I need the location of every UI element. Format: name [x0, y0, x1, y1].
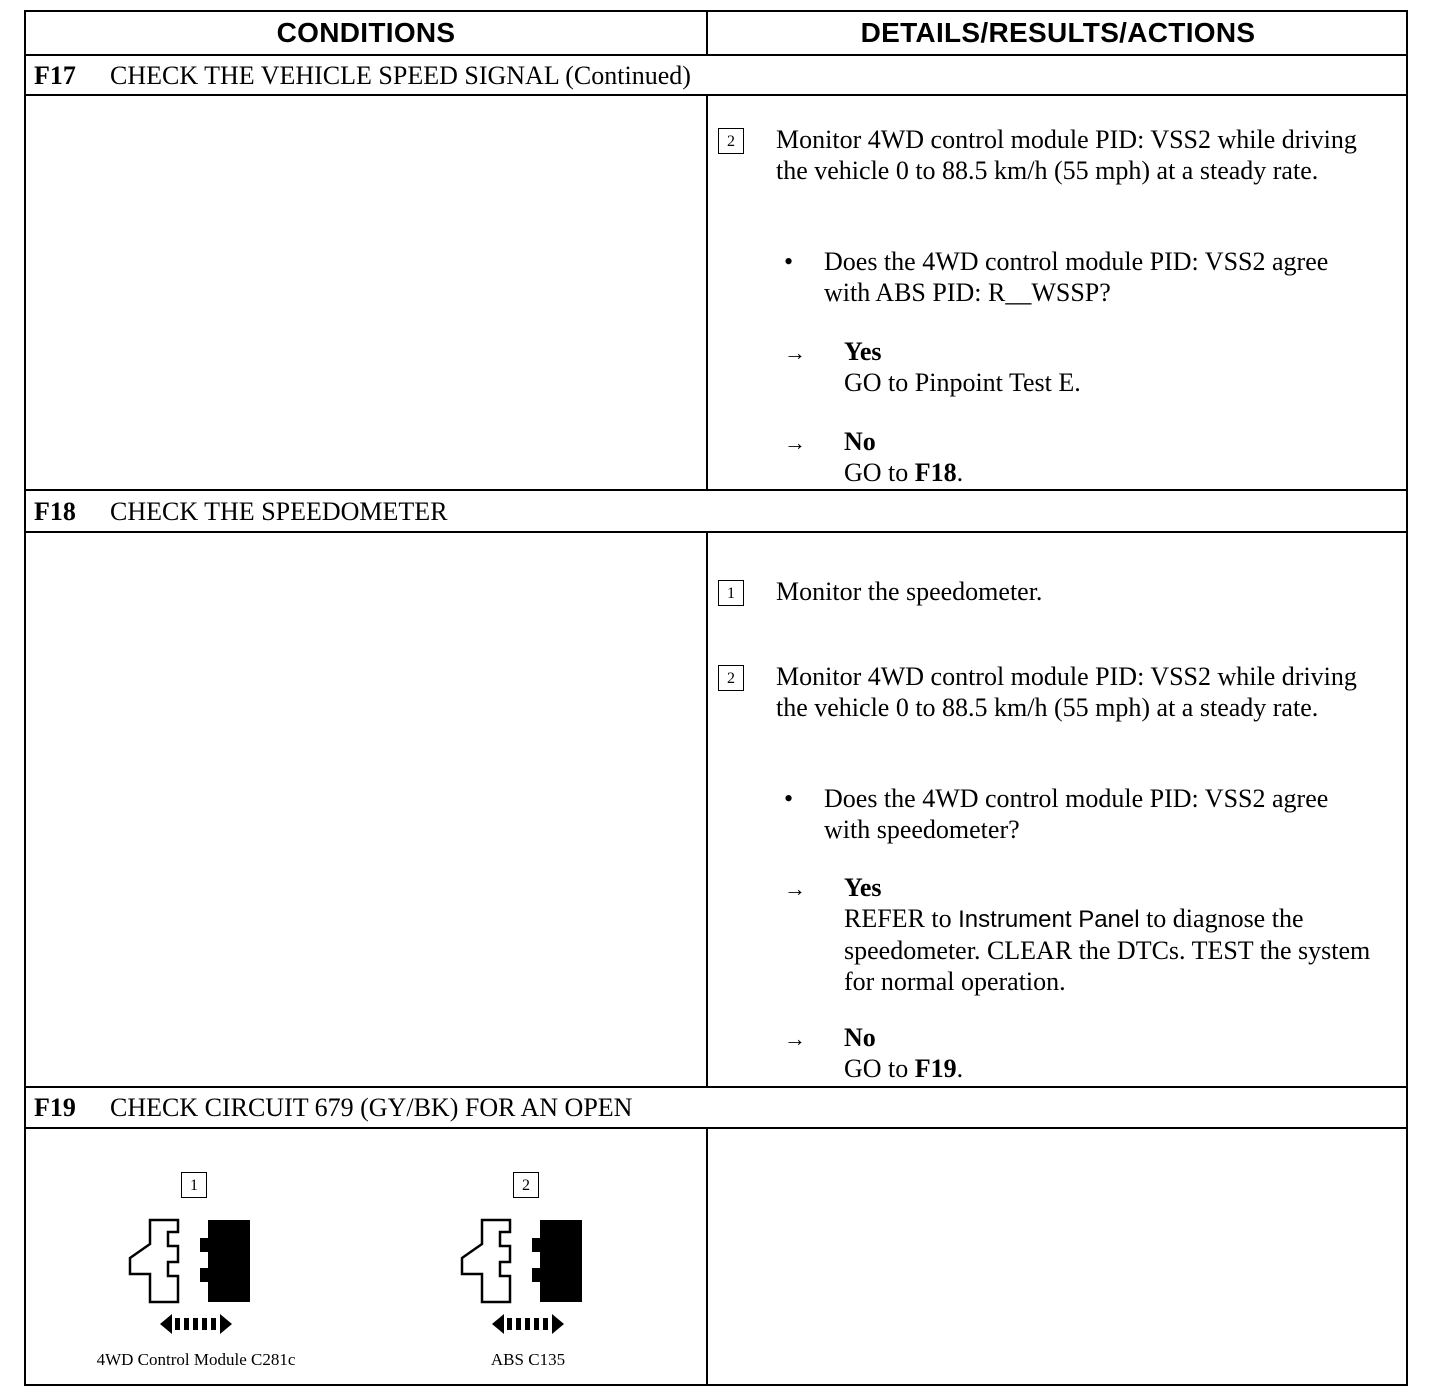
- yes-action: REFER to Instrument Panel to diagnose the speedometer. CLEAR the DTCs. TEST the system for normal operation.: [844, 904, 1371, 996]
- figure-caption: ABS C135: [490, 1350, 566, 1369]
- no-action: GO to F19.: [844, 1054, 964, 1083]
- figure-step-box: 2: [513, 1172, 539, 1198]
- question-text: Does the 4WD control module PID: VSS2 agree with ABS PID: R__WSSP?: [824, 247, 1329, 307]
- connector-disconnect-icon: [458, 1210, 598, 1340]
- section-title-f18: [34, 492, 448, 530]
- step-number-box: 2: [718, 665, 744, 691]
- step-text: Monitor 4WD control module PID: VSS2 while driving the vehicle 0 to 88.5 km/h (55 mph) at a steady rate.: [776, 662, 1357, 722]
- column-header-conditions: CONDITIONS: [276, 17, 456, 48]
- no-action: GO to F18.: [844, 458, 964, 487]
- column-divider: [706, 94, 708, 489]
- column-divider: [706, 1127, 708, 1386]
- yes-action: GO to Pinpoint Test E.: [844, 368, 1081, 397]
- section-title-f19: [34, 1088, 632, 1126]
- no-label: No: [844, 427, 876, 456]
- question-text: Does the 4WD control module PID: VSS2 agree with speedometer?: [824, 784, 1329, 844]
- no-label: No: [844, 1023, 876, 1052]
- yes-label: Yes: [844, 337, 882, 366]
- goto-link-f18: F18: [914, 458, 957, 487]
- reference-instrument-panel: Instrument Panel: [958, 906, 1140, 933]
- rule: [26, 489, 1406, 491]
- connector-disconnect-icon: [126, 1210, 266, 1340]
- figure-caption: 4WD Control Module C281c: [96, 1350, 296, 1369]
- goto-link-f19: F19: [914, 1054, 957, 1083]
- column-header-details: DETAILS/RESULTS/ACTIONS: [860, 17, 1256, 48]
- step-text: Monitor the speedometer.: [776, 577, 1043, 606]
- rule: [26, 531, 1406, 533]
- section-id: F17: [34, 61, 76, 90]
- arrow-right-icon: →: [784, 1026, 806, 1051]
- step-text: Monitor 4WD control module PID: VSS2 while driving the vehicle 0 to 88.5 km/h (55 mph) at a steady rate.: [776, 125, 1357, 185]
- step-number-box: 1: [718, 580, 744, 606]
- arrow-right-icon: →: [784, 430, 806, 455]
- step-number-box: 2: [718, 128, 744, 154]
- section-id: F19: [34, 1093, 76, 1122]
- section-title: CHECK CIRCUIT 679 (GY/BK) FOR AN OPEN: [110, 1093, 633, 1122]
- diagnostic-table: [24, 10, 1408, 1386]
- arrow-right-icon: →: [784, 876, 806, 901]
- section-title: CHECK THE SPEEDOMETER: [110, 497, 448, 526]
- bullet-icon: •: [784, 247, 794, 276]
- figure-step-box: 1: [181, 1172, 207, 1198]
- section-title-f17: [34, 56, 691, 94]
- column-divider: [706, 531, 708, 1086]
- yes-label: Yes: [844, 873, 882, 902]
- bullet-icon: •: [784, 784, 794, 813]
- rule: [26, 1127, 1406, 1129]
- section-title: CHECK THE VEHICLE SPEED SIGNAL (Continued): [110, 61, 691, 90]
- rule: [26, 94, 1406, 96]
- arrow-right-icon: →: [784, 340, 806, 365]
- column-divider: [706, 12, 708, 54]
- section-id: F18: [34, 497, 76, 526]
